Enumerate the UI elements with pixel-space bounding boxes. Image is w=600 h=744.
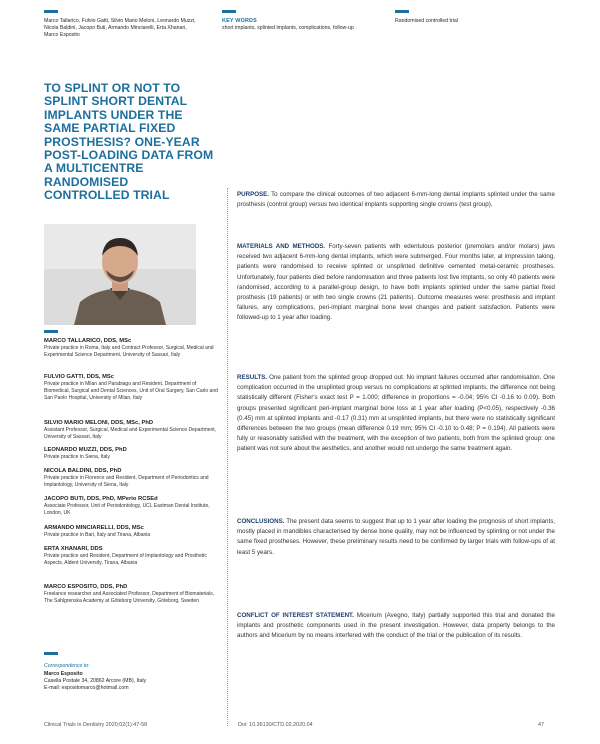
affiliation-block (44, 420, 219, 441)
correspondence-address: Casella Postale 34, 20862 Arcore (MB), Italy (44, 678, 147, 685)
doi: Doi: 10.36130/CTD.02.2020.04 (238, 722, 313, 728)
author-affiliation: Freelance researcher and Associated Professor, Department of Biomaterials, The Sahlgrenska Academy at Göteborg University, Göteborg, Sweden (44, 591, 215, 605)
correspondence-label: Correspondence to: (44, 663, 90, 669)
author-list: Marco Tallarico, Fulvio Gatti, Silvio Mario Meloni, Leonardo Muzzi, Nicola Baldini, Jacopo Buti, Armando Minciarelli, Erta Xhanari, Marco Esposito (44, 18, 196, 39)
affiliation-block (44, 496, 219, 517)
affiliation-block (44, 468, 219, 489)
correspondence-email: E-mail: espositomarco@hotmail.com (44, 685, 129, 692)
author-name: NICOLA BALDINI, DDS, PhD (44, 468, 122, 474)
methods-heading: MATERIALS AND METHODS. (237, 243, 326, 250)
author-affiliation: Associate Professor, Unit of Periodontology, UCL Eastman Dental Institute, London, UK (44, 503, 210, 517)
keywords-text: short implants, splinted implants, complications, follow-up (222, 25, 354, 31)
conclusions-text: The present data seems to suggest that up to 1 year after loading the prognosis of short implants, mostly placed in mandibles characterised by dense bone quality, may not be influenced by splinting or not under the same fixed prostheses. However, these preliminary results need to be confirmed by larger trials with follow-ups of at least 5 years. (237, 518, 556, 556)
author-name: ERTA XHANARI, DDS (44, 546, 103, 552)
author-name: MARCO TALLARICO, DDS, MSc (44, 338, 132, 344)
methods-text: Forty-seven patients with edentulous posterior (premolars and/or molars) jaws received two adjacent 6-mm-long dental implants, which were submerged. Four months later, at impression taking, patients were randomised to receive splinted or unsplinted definitive cemented metal-ceramic prostheses. Unfortunately, four patients died before randomisation and three patients lost five implants, so only 40 patients were randomised, according to a parallel-group design, to have both implants splinted under the same partial fixed prosthesis (19 patients) or with two single crowns (21 patients). Outcome measures were: prosthesis and implant failures, any complications, peri-implant marginal bone level changes and patient satisfaction. Patients were followed-up to 1 year after loading. (237, 243, 555, 322)
author-name: LEONARDO MUZZI, DDS, PhD (44, 447, 127, 453)
affiliation-block (44, 447, 219, 461)
affiliation-block (44, 525, 219, 539)
affiliation-block (44, 546, 219, 567)
portrait-image (44, 224, 196, 325)
keywords-accent-bar (222, 10, 236, 13)
correspondence-name: Marco Esposito (44, 671, 83, 677)
author-affiliation: Private practice in Roma, Italy and Contract Professor, Surgical, Medical and Experimental Science Department, University of Sassari, Italy (44, 345, 214, 359)
author-affiliation: Private practice in Milan and Parabiago and Resident, Department of Biomedical, Surgical and Dental Sciences, Unit of Oral Surgery, San Carlo and San Paolo Hospital, University of Milan, Italy (44, 381, 218, 401)
page-number: 47 (538, 722, 544, 728)
conflict-statement (237, 611, 555, 642)
abstract-results (237, 373, 555, 455)
affiliation-block (44, 584, 219, 605)
results-heading: RESULTS. (237, 374, 268, 381)
results-text: One patient from the splinted group dropped out. No implant failures occurred after randomisation. One complication occurred in the unsplinted group versus no complications at splinted implants, the difference not being statistically different (Fisher's exact test P = 1.000; difference in proportions = -0.04; 95% CI -0.16 to 0.09). Both groups presented significant peri-implant marginal bone loss at 1 year after loading (P<0.05), respectively -0.36 (0.45) mm at splinted implants and -0.17 (0.31) mm at unsplinted implants, but there were no statistically significant differences between the two groups (mean difference 0.19 mm; 95% CI -0.10 to 0.48; P = 0.194). All patients were fully or reasonably satisfied with the treatment, with the exception of two patients, both from the splinted group: one patient was not sure about the aesthetics, and another would not undergo the same treatment again. (237, 374, 555, 453)
author-photo (44, 224, 196, 325)
conflict-heading: CONFLICT OF INTEREST STATEMENT. (237, 612, 354, 619)
affiliations-accent-bar (44, 330, 58, 333)
author-name: MARCO ESPOSITO, DDS, PhD (44, 584, 128, 590)
author-affiliation: Private practice in Florence and Resident, Department of Periodontics and Implantology, University of Siena, Italy (44, 475, 209, 489)
purpose-heading: PURPOSE. (237, 191, 269, 198)
author-affiliation: Private practice in Siena, Italy (44, 454, 110, 461)
author-name: JACOPO BUTI, DDS, PhD, MPerio RCSEd (44, 496, 158, 502)
keywords-label: KEY WORDS (222, 18, 257, 24)
author-affiliation: Private practice and Resident, Department of Implantology and Prosthetic Aspects, Aldent University, Tirana, Albania (44, 553, 207, 567)
affiliation-block (44, 374, 219, 402)
author-affiliation: Assistant Professor, Surgical, Medical and Experimental Science Department, University of Sassari, Italy (44, 427, 217, 441)
column-divider (227, 188, 228, 726)
abstract-methods (237, 242, 555, 324)
correspondence-block (44, 671, 219, 693)
abstract-purpose (237, 190, 555, 210)
purpose-text: To compare the clinical outcomes of two adjacent 6-mm-long dental implants splinted under the same prosthesis (control group) versus two identical implants supporting single crowns (test group). (237, 191, 555, 209)
correspondence-accent-bar (44, 652, 58, 655)
journal-citation: Clinical Trials in Dentistry 2020;02(1):47-58 (44, 722, 148, 728)
author-name: SILVIO MARIO MELONI, DDS, MSc, PhD (44, 420, 154, 426)
conclusions-heading: CONCLUSIONS. (237, 518, 285, 525)
author-name: ARMANDO MINCIARELLI, DDS, MSc (44, 525, 144, 531)
author-affiliation: Private practice in Bari, Italy and Tirana, Albania (44, 532, 151, 539)
article-title: TO SPLINT OR NOT TO SPLINT SHORT DENTAL IMPLANTS UNDER THE SAME PARTIAL FIXED PROSTHESIS? ONE-YEAR POST-LOADING DATA FROM A MULTICENTRE RANDOMISED CONTROLLED TRIAL (44, 81, 214, 203)
conflict-text: Micerium (Avegno, Italy) partially supported this trial and donated the implants and prosthetic components used in the present investigation. However, data property belongs to the authors and Micerium by no means interfered with the conduct of the trial or the publication of its results. (237, 612, 555, 640)
author-name: FULVIO GATTI, DDS, MSc (44, 374, 114, 380)
article-type: Randomised controlled trial (395, 18, 458, 24)
article-type-accent-bar (395, 10, 409, 13)
affiliation-block (44, 338, 219, 359)
header-accent-bar (44, 10, 58, 13)
abstract-conclusions (237, 517, 555, 558)
